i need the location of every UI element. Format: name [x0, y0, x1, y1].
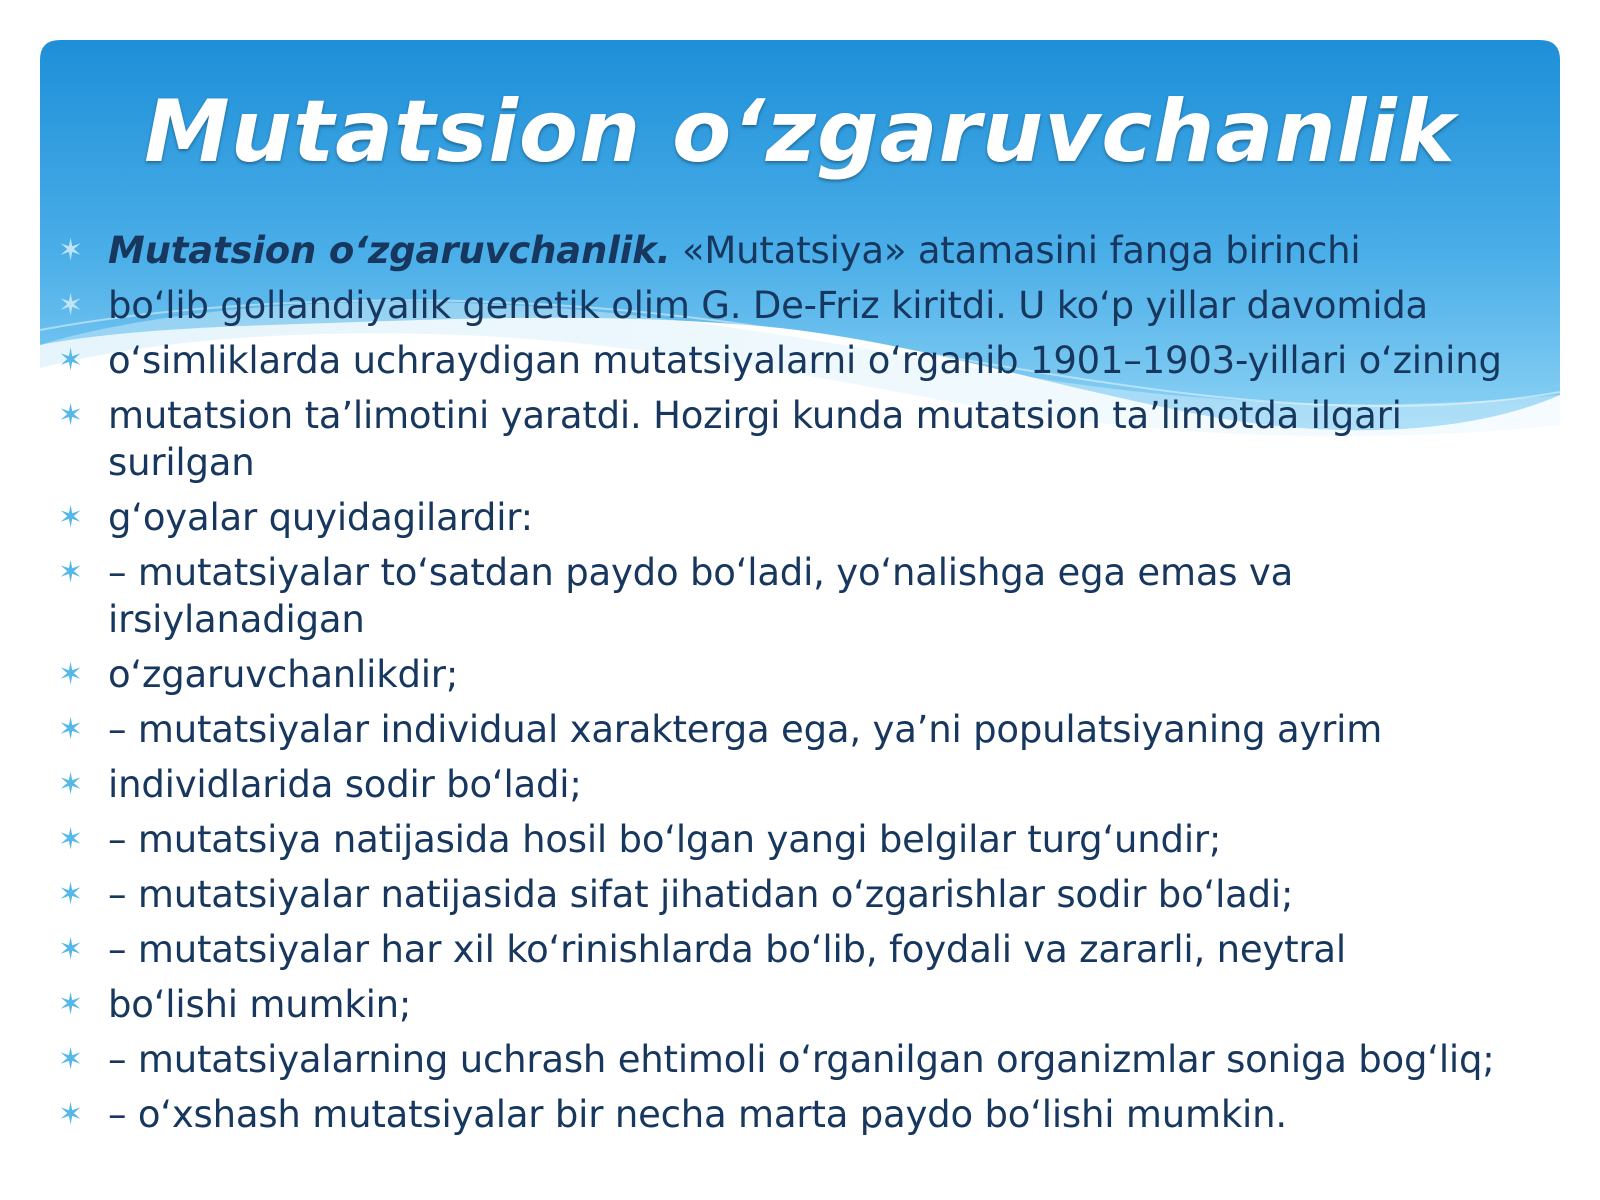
list-item: [58, 761, 1558, 808]
list-item: [58, 282, 1558, 329]
bullet-text: – mutatsiyalar har xil ko‘rinishlarda bo‘lib, foydali va zararli, neytral: [108, 928, 1346, 971]
list-item: [58, 1091, 1558, 1138]
asterisk-bullet-icon: ✶: [58, 932, 83, 967]
asterisk-bullet-icon: ✶: [58, 987, 83, 1022]
list-item: [58, 494, 1558, 541]
bullet-list: [58, 227, 1558, 1146]
asterisk-bullet-icon: ✶: [58, 343, 83, 378]
list-item: [58, 816, 1558, 863]
list-item: [58, 1036, 1558, 1083]
bullet-text: bo‘lishi mumkin;: [108, 983, 412, 1026]
bullet-text: «Mutatsiya» atamasini fanga birinchi: [682, 229, 1361, 272]
list-item: [58, 706, 1558, 753]
asterisk-bullet-icon: ✶: [58, 233, 83, 268]
asterisk-bullet-icon: ✶: [58, 500, 83, 535]
bullet-text: – mutatsiyalarning uchrash ehtimoli o‘rganilgan organizmlar soniga bog‘liq;: [108, 1038, 1495, 1081]
asterisk-bullet-icon: ✶: [58, 398, 83, 433]
list-item: [58, 392, 1558, 486]
list-item: [58, 981, 1558, 1028]
bullet-text: – mutatsiyalar to‘satdan paydo bo‘ladi, yo‘nalishga ega emas va irsiylanadigan: [108, 551, 1294, 641]
bullet-text: mutatsion ta’limotini yaratdi. Hozirgi kunda mutatsion ta’limotda ilgari surilgan: [108, 394, 1402, 484]
asterisk-bullet-icon: ✶: [58, 657, 83, 692]
slide-title: Mutatsion o‘zgaruvchanlik: [144, 82, 1456, 182]
bullet-text: individlarida sodir bo‘ladi;: [108, 763, 582, 806]
bullet-text: o‘zgaruvchanlikdir;: [108, 653, 459, 696]
asterisk-bullet-icon: ✶: [58, 1042, 83, 1077]
bullet-text: – mutatsiyalar individual xarakterga ega, ya’ni populatsiyaning ayrim: [108, 708, 1383, 751]
list-item: [58, 337, 1558, 384]
list-item: [58, 549, 1558, 643]
asterisk-bullet-icon: ✶: [58, 822, 83, 857]
bullet-text: g‘oyalar quyidagilardir:: [108, 496, 533, 539]
bullet-text: – mutatsiya natijasida hosil bo‘lgan yangi belgilar turg‘undir;: [108, 818, 1222, 861]
asterisk-bullet-icon: ✶: [58, 767, 83, 802]
list-item: [58, 871, 1558, 918]
asterisk-bullet-icon: ✶: [58, 877, 83, 912]
list-item: [58, 926, 1558, 973]
asterisk-bullet-icon: ✶: [58, 555, 83, 590]
lead-term: Mutatsion o‘zgaruvchanlik.: [108, 229, 671, 272]
list-item: [58, 651, 1558, 698]
asterisk-bullet-icon: ✶: [58, 712, 83, 747]
bullet-text: bo‘lib gollandiyalik genetik olim G. De-Friz kiritdi. U ko‘p yillar davomida: [108, 284, 1429, 327]
asterisk-bullet-icon: ✶: [58, 288, 83, 323]
bullet-text: o‘simliklarda uchraydigan mutatsiyalarni o‘rganib 1901–1903-yillari o‘zining: [108, 339, 1502, 382]
asterisk-bullet-icon: ✶: [58, 1097, 83, 1132]
list-item: [58, 227, 1558, 274]
bullet-text: – mutatsiyalar natijasida sifat jihatidan o‘zgarishlar sodir bo‘ladi;: [108, 873, 1294, 916]
bullet-text: – o‘xshash mutatsiyalar bir necha marta paydo bo‘lishi mumkin.: [108, 1093, 1287, 1136]
